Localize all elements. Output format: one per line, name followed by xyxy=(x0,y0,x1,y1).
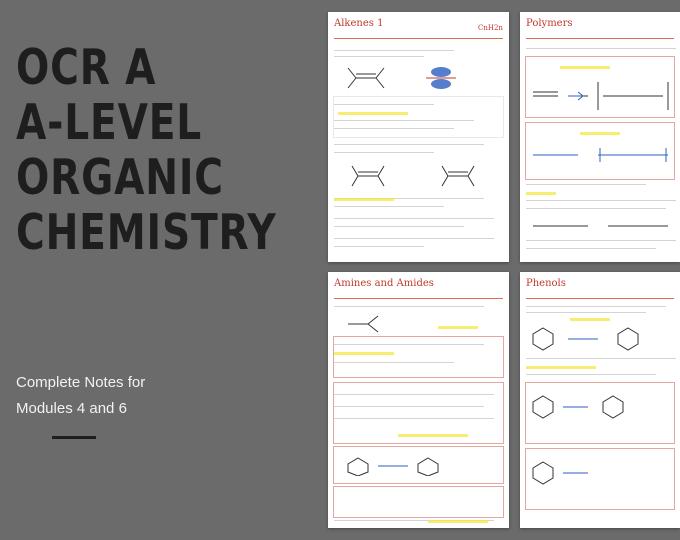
text-line xyxy=(334,238,494,239)
title-underline xyxy=(334,38,503,39)
title-underline xyxy=(334,298,503,299)
highlight xyxy=(526,192,556,195)
text-line xyxy=(526,48,676,49)
text-line xyxy=(526,208,666,209)
highlight xyxy=(398,434,468,437)
highlight xyxy=(580,132,620,135)
page-title-alkenes: Alkenes 1 xyxy=(334,18,384,29)
decorative-dash xyxy=(52,436,96,439)
text-line xyxy=(334,394,494,395)
notes-page-amines xyxy=(328,272,509,528)
page-title-phenols: Phenols xyxy=(526,278,566,289)
phenol-sketch xyxy=(528,326,678,352)
text-line xyxy=(334,104,434,105)
highlight xyxy=(526,366,596,369)
nitrile-sketch xyxy=(338,454,498,476)
text-line xyxy=(334,218,494,219)
text-line xyxy=(334,128,454,129)
notes-page-phenols xyxy=(520,272,680,528)
text-line xyxy=(526,306,666,307)
text-line xyxy=(334,246,424,247)
title-underline xyxy=(526,298,674,299)
polymer-sketch xyxy=(528,76,678,114)
highlight xyxy=(560,66,610,69)
title-underline xyxy=(526,38,674,39)
page-title-amines: Amines and Amides xyxy=(334,278,434,289)
text-line xyxy=(334,144,484,145)
notes-page-polymers xyxy=(520,12,680,262)
subtitle-line-1: Complete Notes for xyxy=(16,374,146,391)
cover-subtitle xyxy=(16,370,316,422)
text-line xyxy=(334,152,434,153)
bromination-sketch xyxy=(528,392,678,436)
notes-page-alkenes xyxy=(328,12,509,262)
nitration-sketch xyxy=(528,458,678,502)
isomer-sketch xyxy=(348,162,498,190)
cover-title xyxy=(16,40,326,260)
text-line xyxy=(334,120,474,121)
text-line xyxy=(334,56,424,57)
text-line xyxy=(526,184,646,185)
text-line xyxy=(334,306,484,307)
highlight xyxy=(334,198,394,201)
text-line xyxy=(526,200,676,201)
text-line xyxy=(526,248,656,249)
highlight xyxy=(428,520,488,523)
page-title-polymers: Polymers xyxy=(526,18,573,29)
notes-box xyxy=(333,486,504,518)
text-line xyxy=(334,344,484,345)
highlight xyxy=(338,112,408,115)
text-line xyxy=(526,312,646,313)
highlight xyxy=(570,318,610,321)
text-line xyxy=(526,240,676,241)
highlight xyxy=(334,352,394,355)
title-line-1: OCR A xyxy=(16,39,157,96)
text-line xyxy=(334,206,444,207)
formula-note: CnH2n xyxy=(478,24,503,32)
title-line-4: CHEMISTRY xyxy=(16,204,277,261)
text-line xyxy=(334,362,454,363)
title-line-3: ORGANIC xyxy=(16,149,224,206)
text-line xyxy=(526,358,676,359)
text-line xyxy=(334,226,464,227)
notes-box xyxy=(333,96,504,138)
plastic-sketch xyxy=(528,216,678,236)
text-line xyxy=(334,50,454,51)
condensation-sketch xyxy=(528,140,678,170)
title-line-2: A-LEVEL xyxy=(16,94,203,151)
highlight xyxy=(438,326,478,329)
text-line xyxy=(334,406,484,407)
amine-sketch xyxy=(338,312,498,336)
notes-box xyxy=(333,336,504,378)
molecule-sketch xyxy=(346,62,496,94)
subtitle-line-2: Modules 4 and 6 xyxy=(16,400,127,417)
text-line xyxy=(526,374,656,375)
text-line xyxy=(334,418,494,419)
